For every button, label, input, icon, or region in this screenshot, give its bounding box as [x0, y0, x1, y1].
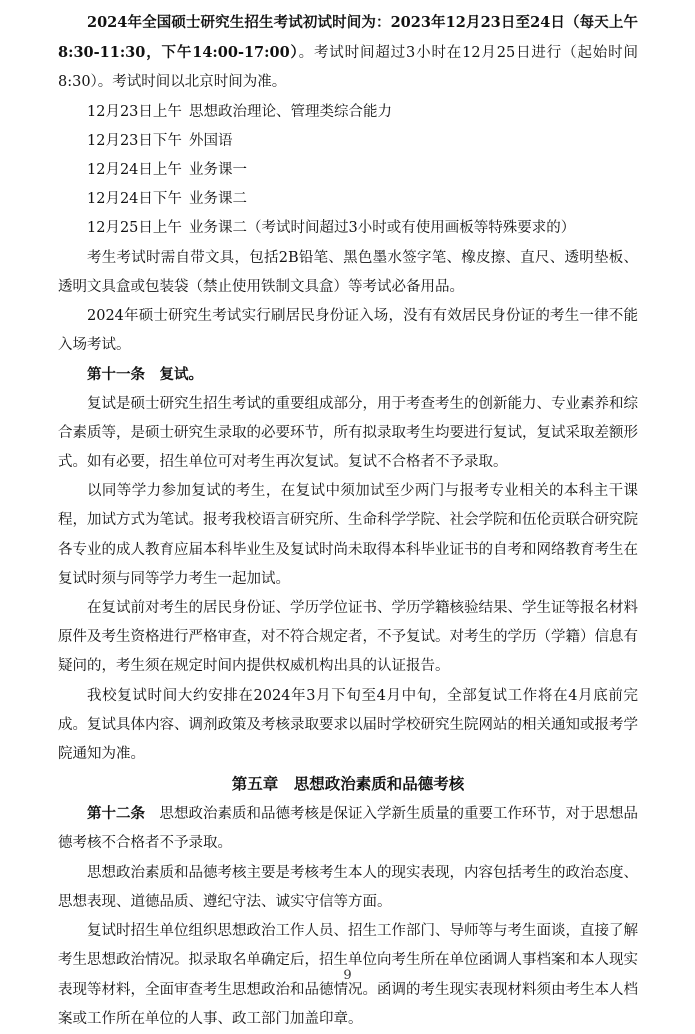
article-12-first-text: 思想政治素质和品德考核是保证入学新生质量的重要工作环节，对于思想品德考核不合格者不予录取。 [58, 806, 638, 852]
article-12-paragraph: 思想政治素质和品德考核主要是考核考生本人的现实表现，内容包括考生的政治态度、思想表现、道德品质、遵纪守法、诚实守信等方面。 [58, 864, 638, 910]
article-11-paragraph: 复试是硕士研究生招生考试的重要组成部分，用于考查考生的创新能力、专业素养和综合素质等，是硕士研究生录取的必要环节，所有拟录取考生均要进行复试，复试采取差额形式。如有必要，招生单位可对考生再次复试。复试不合格者不予录取。 [58, 395, 638, 471]
schedule-subject: 业务课一 [189, 162, 247, 179]
schedule-slot: 12月25日上午 [87, 220, 182, 237]
schedule-row [58, 98, 638, 127]
schedule-row [58, 185, 638, 214]
schedule-slot: 12月24日下午 [87, 191, 182, 208]
schedule-subject: 业务课二 [189, 191, 247, 208]
article-11-paragraph: 我校复试时间大约安排在2024年3月下旬至4月中旬，全部复试工作将在4月底前完成。复试具体内容、调剂政策及考核录取要求以届时学校研究生院网站的相关通知或报考学院通知为准。 [58, 687, 638, 763]
article-12-heading: 第十二条 [87, 805, 145, 823]
article-11-paragraph: 以同等学力参加复试的考生，在复试中须加试至少两门与报考专业相关的本科主干课程，加试方式为笔试。报考我校语言研究所、生命科学学院、社会学院和伍伦贡联合研究院各专业的成人教育应届本科毕业生及复试时尚未取得本科毕业证书的自考和网络教育考生在复试时须与同等学力考生一起加试。 [58, 483, 638, 587]
schedule-slot: 12月24日上午 [87, 162, 182, 179]
article-11-heading: 第十一条 复试。 [87, 366, 203, 384]
schedule-subject: 思想政治理论、管理类综合能力 [189, 103, 392, 120]
id-card-paragraph: 2024年硕士研究生考试实行刷居民身份证入场，没有有效居民身份证的考生一律不能入场考试。 [58, 308, 638, 354]
page-number: 9 [343, 968, 352, 983]
article-12-paragraph: 复试时招生单位组织思想政治工作人员、招生工作部门、导师等与考生面谈，直接了解考生思想政治情况。拟录取名单确定后，招生单位向考生所在单位函调人事档案和本人现实表现等材料，全面审查考生思想政治和品德情况。函调的考生现实表现材料须由考生本人档案或工作所在单位的人事、政工部门加盖印章。 [58, 923, 638, 1027]
exam-time-rest: 。考试时间超过3小时在12月25日进行（起始时间8:30）。考试时间以北京时间为准。 [58, 45, 638, 91]
exam-schedule [58, 98, 638, 244]
exam-time-paragraph [58, 8, 638, 98]
schedule-row [58, 156, 638, 185]
schedule-row [58, 214, 638, 243]
article-12-first-paragraph [58, 799, 638, 858]
exam-time-bold: 2024年全国硕士研究生招生考试初试时间为：2023年12月23日至24日（每天上午8:30-11:30，下午14:00-17:00） [58, 14, 638, 62]
schedule-subject: 外国语 [189, 132, 233, 149]
page-content [58, 8, 638, 1034]
article-11-paragraph: 在复试前对考生的居民身份证、学历学位证书、学历学籍核验结果、学生证等报名材料原件及考生资格进行严格审查，对不符合规定者，不予复试。对考生的学历（学籍）信息有疑问的，考生须在规定时间内提供权威机构出具的认证报告。 [58, 600, 638, 675]
schedule-subject: 业务课二（考试时间超过3小时或有使用画板等特殊要求的） [189, 220, 576, 237]
schedule-slot: 12月23日上午 [87, 103, 182, 120]
stationery-paragraph: 考生考试时需自带文具，包括2B铅笔、黑色墨水签字笔、橡皮擦、直尺、透明垫板、透明文具盒或包装袋（禁止使用铁制文具盒）等考试必备用品。 [58, 249, 638, 295]
schedule-slot: 12月23日下午 [87, 132, 182, 149]
chapter-5-title: 第五章 思想政治素质和品德考核 [231, 774, 465, 794]
schedule-row [58, 127, 638, 156]
